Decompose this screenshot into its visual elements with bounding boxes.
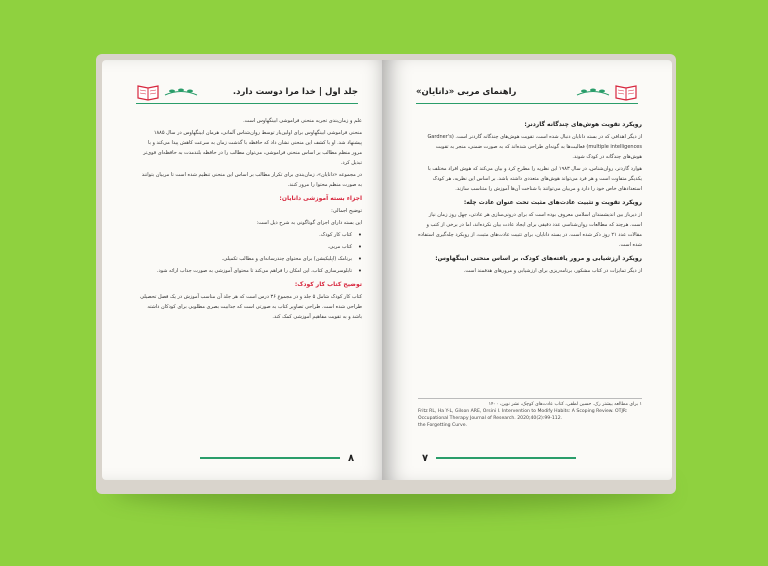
left-page <box>102 60 392 480</box>
left-page-body <box>138 116 362 420</box>
left-page-title: جلد اول | خدا مرا دوست دارد. <box>232 86 358 97</box>
list-item: • برنامک (اپلیکیشن) برای محتوای چندرسانه‌ای و مطالب تکمیلی. <box>138 254 362 264</box>
paragraph: از دیگر تمایزات در کتاب مشکور، برنامه‌ریزی برای ارزشیابی و مرورهای هدفمند است. <box>463 268 642 274</box>
list-item: • کتاب مربی. <box>138 242 362 252</box>
right-page-body <box>418 116 642 308</box>
open-book-icon <box>614 83 638 101</box>
section-heading: رویکرد تقویت و تثبیت عادت‌های مثبت تحت عنوان عادت چله: <box>463 199 642 206</box>
page-number: ۸ <box>347 452 355 464</box>
paragraph: از دیگر اهدافی که در بسته دانایان دنبال شده است، تقویت هوش‌های چندگانه گاردنر است. (Gardner's multiple intelligences) فعالیت‌ها به گونه‌ای طراحی شده‌اند که به صورت ضمنی، منجر به تقویت هوش‌های چندگانه در کودک شوند. <box>427 134 642 160</box>
section-heading: توضیح کتاب کار کودک: <box>294 281 362 288</box>
intro-text: این بسته دارای اجزای گوناگونی به شرح ذیل است: <box>256 220 362 226</box>
right-page-header <box>416 82 638 104</box>
left-page-footer <box>200 450 362 466</box>
section-heading: اجزاء بسته آموزشی دانایان: <box>279 195 362 202</box>
intro-label: توضیح اجمالی: <box>331 208 362 214</box>
right-header-decoration <box>576 83 638 101</box>
paragraph: هوارد گاردنر، روان‌شناس، در سال ۱۹۸۳ این نظریه را مطرح کرد و بیان می‌کند که هوش افراد مختلف با یکدیگر متفاوت است و هر فرد می‌تواند هوش‌های متعددی داشته باشد. بر اساس این نظریه، هر کودک استعدادهای خاص خود را دارد و مربیان می‌توانند با شناخت آن‌ها آموزش را متناسب سازند. <box>427 166 642 192</box>
paragraph: در مجموعه «دانایان»، زمان‌بندی برای تکرار مطالب بر اساس این منحنی تنظیم شده است تا مربیان بتوانند به صورت منظم محتوا را مرور کنند. <box>141 172 362 188</box>
footer-rule <box>200 457 340 459</box>
leaf-vine-icon <box>576 86 610 98</box>
footnote: the Forgetting Curve. <box>418 423 468 428</box>
page-number: ۷ <box>421 452 429 464</box>
list-item: • تابلوسرسازی کتاب، این امکان را فراهم می‌کند تا محتوای آموزشی به صورت جذاب ارائه شود. <box>138 266 362 276</box>
section-heading: رویکرد ارزشیابی و مرور یافته‌های کودک، بر اساس منحنی ابینگهاوس: <box>435 255 642 262</box>
paragraph: از دیرباز بین اندیشمندان اسلامی معروف بوده است که برای درونی‌سازی هر عادتی، چهل روز زمان نیاز است. هرچند که مطالعات روان‌شناسی عدد دقیقی برای ایجاد عادت بیان نکرده‌اند، اما در برخی از کتب و مقالات عدد ۲۱ روز ذکر شده است. در بسته دانایان، برای تثبیت عادت‌های مثبت، از رویکرد چله‌گیری استفاده شده است. <box>418 212 642 248</box>
open-book-icon <box>136 83 160 101</box>
left-page-header <box>136 82 358 104</box>
paragraph: منحنی فراموشی ابینگهاوس برای اولین‌بار توسط روان‌شناس آلمانی، هرمان ابینگهاوس در سال ۱۸۸۵ پیشنهاد شد. او با کشف این منحنی نشان داد که حافظه با گذشت زمان به سرعت کاهش پیدا می‌کند و با مرور منظم مطالب بر اساس منحنی فراموشی، می‌توان مطالب را در حافظه بلندمدت به حافظه‌ای قوی‌تر تبدیل کرد. <box>143 130 362 166</box>
footnotes <box>418 398 642 429</box>
list-item: • کتاب کار کودک. <box>138 230 362 240</box>
footnote: Fritz RL, Ha Y-L, Gilson ARE, Orsini I. Intervention to Modify Habits: A Scoping Review. OTJR: Occupational Therapy Journal of Research. 2020;40(2):99-112. <box>418 409 628 421</box>
footnote: ۱ برای مطالعه بیشتر رک. حسین لطفی، کتاب عادت‌های کوچک، نشر نوین، ۱۴۰۰ <box>488 402 642 407</box>
section-heading: رویکرد تقویت هوش‌های چندگانه گاردنر: <box>524 121 642 128</box>
right-page-title: راهنمای مربی «دانایان» <box>416 86 517 97</box>
paragraph: علم و زمان‌بندی تجربه منحنی فراموشی ابینگهاوس است. <box>243 118 362 124</box>
leaf-vine-icon <box>164 86 198 98</box>
right-page <box>382 60 672 480</box>
footer-rule <box>436 457 576 459</box>
right-page-footer <box>414 450 576 466</box>
paragraph: کتاب کار کودک شامل ۵ جلد و در مجموع ۳۶ درس است که هر جلد آن مناسب آموزش در یک فصل تحصیلی طراحی شده است. طراحی تصاویر کتاب به صورتی است که جذابیت بصری مطلوبی برای کودکان داشته باشد و به تقویت مفاهیم آموزشی کمک کند. <box>140 294 362 320</box>
left-header-decoration <box>136 83 198 101</box>
